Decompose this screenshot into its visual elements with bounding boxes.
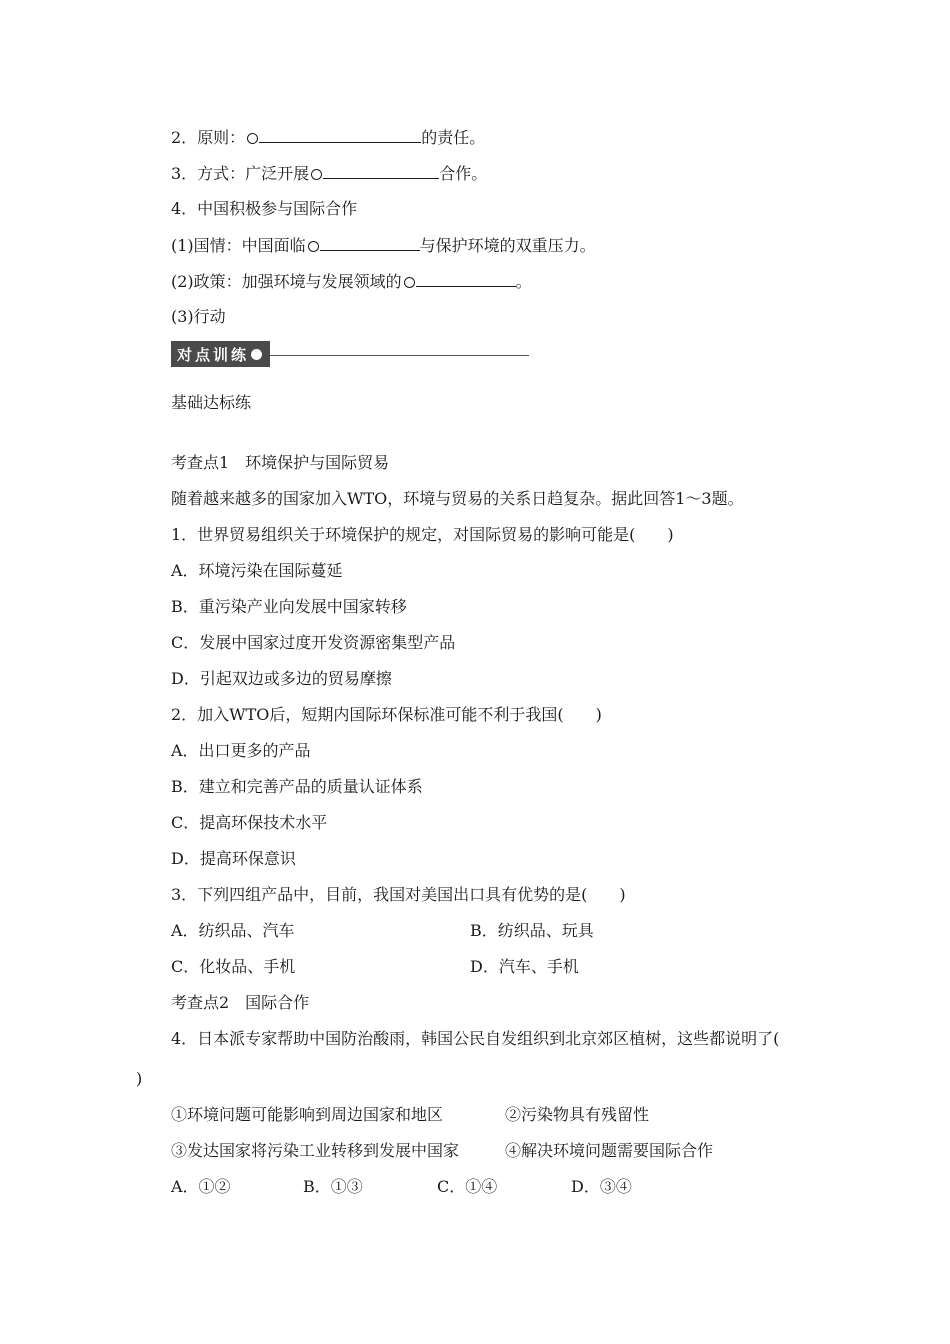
fill-sub-item-1 <box>171 235 596 255</box>
fill-item-2-suffix: 的责任。 <box>421 128 486 147</box>
question-2-option-d[interactable]: D．提高环保意识 <box>171 849 296 868</box>
question-3-option-b[interactable]: B．纺织品、玩具 <box>470 921 594 940</box>
question-4-option-a[interactable]: A．①② <box>171 1177 231 1196</box>
fill-item-2 <box>171 127 485 147</box>
question-4-stem: 4．日本派专家帮助中国防治酸雨，韩国公民自发组织到北京郊区植树，这些都说明了( <box>171 1029 780 1048</box>
fill-sub-item-2-suffix: 。 <box>515 272 532 291</box>
bullet-dot-icon <box>251 349 262 360</box>
basic-practice-title: 基础达标练 <box>171 393 252 412</box>
question-4-option-c[interactable]: C．①④ <box>437 1177 498 1196</box>
answer-blank[interactable] <box>259 127 421 143</box>
question-4-statement-2: ②污染物具有残留性 <box>505 1105 650 1124</box>
fill-item-2-prefix: 2．原则： <box>171 128 246 147</box>
question-1-stem: 1．世界贸易组织关于环境保护的规定，对国际贸易的影响可能是( ) <box>171 525 674 544</box>
circle-marker-icon <box>247 133 258 144</box>
question-3-option-a[interactable]: A．纺织品、汽车 <box>171 921 295 940</box>
fill-sub-item-1-suffix: 与保护环境的双重压力。 <box>419 236 596 255</box>
topic-1-intro: 随着越来越多的国家加入WTO，环境与贸易的关系日趋复杂。据此回答1～3题。 <box>171 489 744 508</box>
question-4-statement-1: ①环境问题可能影响到周边国家和地区 <box>171 1105 444 1124</box>
question-1-option-d[interactable]: D．引起双边或多边的贸易摩擦 <box>171 669 392 688</box>
fill-item-3-prefix: 3．方式：广泛开展 <box>171 164 310 183</box>
fill-item-3 <box>171 163 487 183</box>
question-3-option-d[interactable]: D．汽车、手机 <box>470 957 579 976</box>
question-4-statement-4: ④解决环境问题需要国际合作 <box>505 1141 714 1160</box>
fill-sub-item-1-prefix: (1)国情：中国面临 <box>171 236 306 255</box>
question-2-option-c[interactable]: C．提高环保技术水平 <box>171 813 328 832</box>
question-2-option-a[interactable]: A．出口更多的产品 <box>171 741 311 760</box>
question-1-option-a[interactable]: A．环境污染在国际蔓延 <box>171 561 343 580</box>
section-header-label: 对点训练 <box>177 345 250 364</box>
question-4-stem-tail: ) <box>136 1069 143 1088</box>
question-4-statement-3: ③发达国家将污染工业转移到发展中国家 <box>171 1141 460 1160</box>
fill-sub-item-2-prefix: (2)政策：加强环境与发展领域的 <box>171 272 402 291</box>
fill-item-3-suffix: 合作。 <box>439 164 488 183</box>
circle-marker-icon <box>311 169 322 180</box>
question-1-option-b[interactable]: B．重污染产业向发展中国家转移 <box>171 597 407 616</box>
topic-1-title: 考查点1 环境保护与国际贸易 <box>171 453 390 472</box>
question-2-option-b[interactable]: B．建立和完善产品的质量认证体系 <box>171 777 423 796</box>
fill-item-4-title: 4．中国积极参与国际合作 <box>171 199 358 218</box>
circle-marker-icon <box>308 241 319 252</box>
fill-sub-item-2 <box>171 271 532 291</box>
topic-2-title: 考查点2 国际合作 <box>171 993 310 1012</box>
fill-sub-item-3: (3)行动 <box>171 307 226 326</box>
question-3-option-c[interactable]: C．化妆品、手机 <box>171 957 296 976</box>
answer-blank[interactable] <box>320 235 420 251</box>
answer-blank[interactable] <box>323 163 439 179</box>
question-4-option-d[interactable]: D．③④ <box>571 1177 632 1196</box>
circle-marker-icon <box>404 277 415 288</box>
answer-blank[interactable] <box>416 271 516 287</box>
question-3-stem: 3．下列四组产品中，目前，我国对美国出口具有优势的是( ) <box>171 885 626 904</box>
question-1-option-c[interactable]: C．发展中国家过度开发资源密集型产品 <box>171 633 456 652</box>
section-header-tag <box>171 341 270 367</box>
question-4-option-b[interactable]: B．①③ <box>303 1177 363 1196</box>
question-2-stem: 2．加入WTO后，短期内国际环保标准可能不利于我国( ) <box>171 705 602 724</box>
section-divider <box>270 355 529 356</box>
section-header <box>171 341 529 367</box>
